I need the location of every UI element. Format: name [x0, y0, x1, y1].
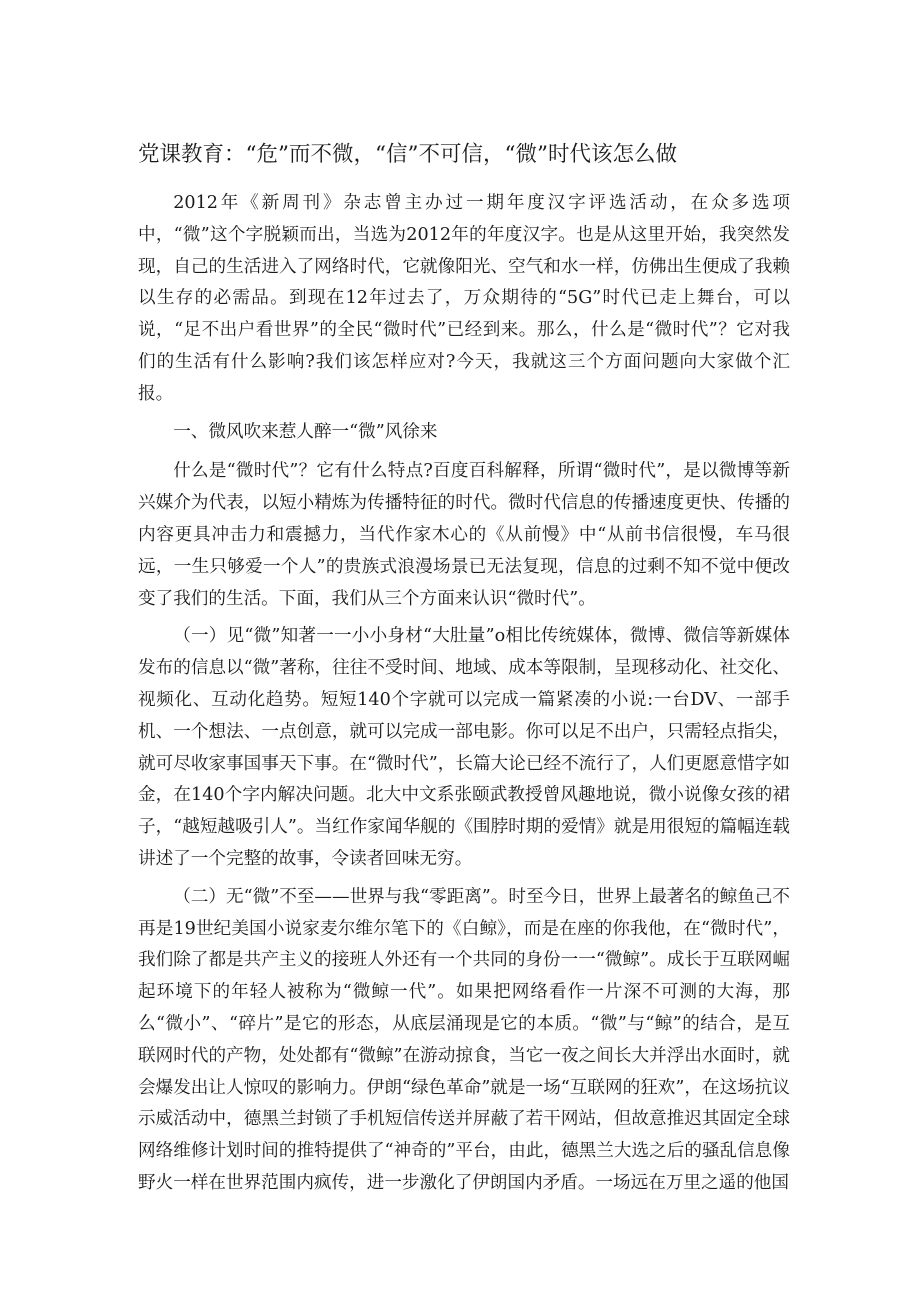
section-heading-1: 一、微风吹来惹人醉一“微”风徐来: [173, 421, 438, 442]
subsection-1-paragraph: （一）见“微”知著一一小小身材“大肚量”o相比传统媒体，微博、微信等新媒体发布的信息以“微”著称，往往不受时间、地域、成本等限制，呈现移动化、社交化、视频化、互动化趋势。短短140个字就可以完成一篇紧凑的小说:一台DV、一部手机、一个想法、一点创意，就可以完成一部电影。你可以足不出户，只需轻点指尖，就可尽收家事国事天下事。在“微时代”，长篇大论已经不流行了，人们更愿意惜字如金，在140个字内解决问题。北大中文系张颐武教授曾风趣地说，微小说像女孩的裙子，“越短越吸引人”。当红作家闻华舰的《围脖时期的爱情》就是用很短的篇幅连载讲述了一个完整的故事，令读者回味无穷。: [138, 626, 790, 869]
intro-paragraph: 2012年《新周刊》杂志曾主办过一期年度汉字评选活动，在众多选项中，“微”这个字脱颖而出，当选为2012年的年度汉字。也是从这里开始，我突然发现，自己的生活进入了网络时代，它就像阳光、空气和水一样，仿佛出生便成了我赖以生存的必需品。到现在12年过去了，万众期待的“5G”时代已走上舞台，可以说，“足不出户看世界”的全民“微时代”已经到来。那么，什么是“微时代”？它对我们的生活有什么影响?我们该怎样应对?今天，我就这三个方面问题向大家做个汇报。: [138, 193, 790, 404]
definition-paragraph: 什么是“微时代”？它有什么特点?百度百科解释，所谓“微时代”，是以微博等新兴媒介为代表，以短小精炼为传播特征的时代。微时代信息的传播速度更快、传播的内容更具冲击力和震撼力，当代作家木心的《从前慢》中“从前书信很慢，车马很远，一生只够爱一个人”的贵族式浪漫场景已无法复现，信息的过剩不知不觉中便改变了我们的生活。下面，我们从三个方面来认识“微时代”。: [138, 461, 790, 609]
document-title: 党课教育：“危”而不微，“信”不可信，“微”时代该怎么做: [138, 142, 677, 167]
document-body: [138, 188, 790, 1206]
subsection-2-paragraph: （二）无“微”不至——世界与我“零距离”。时至今日，世界上最著名的鲸鱼己不再是19世纪美国小说家麦尔维尔笔下的《白鲸》，而是在座的你我他，在“微时代”，我们除了都是共产主义的接班人外还有一个共同的身份一一“微鲸”。成长于互联网崛起环境下的年轻人被称为“微鲸一代”。如果把网络看作一片深不可测的大海，那么“微小”、“碎片”是它的形态，从底层涌现是它的本质。“微”与“鲸”的结合，是互联网时代的产物，处处都有“微鲸”在游动掠食，当它一夜之间长大并浮出水面时，就会爆发出让人惊叹的影响力。伊朗“绿色革命”就是一场“互联网的狂欢”，在这场抗议示威活动中，德黑兰封锁了手机短信传送并屏蔽了若干网站，但故意推迟其固定全球网络维修计划时间的推特提供了“神奇的”平台，由此，德黑兰大选之后的骚乱信息像野火一样在世界范围内疯传，进一步激化了伊朗国内矛盾。一场远在万里之遥的他国: [138, 886, 790, 1193]
